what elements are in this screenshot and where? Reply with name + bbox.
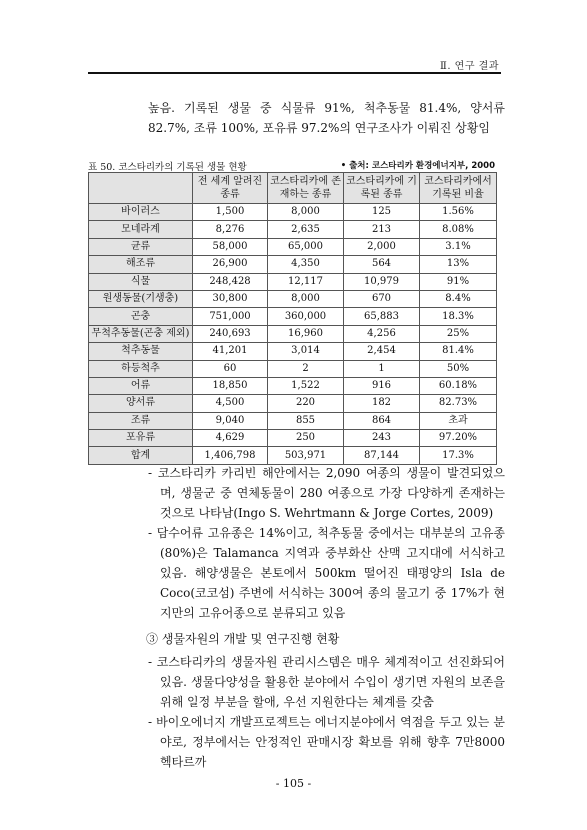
table-cell: 360,000 (268, 308, 344, 325)
table-cell: 916 (344, 377, 420, 394)
table-row (89, 412, 497, 429)
table-cell: 213 (344, 221, 420, 238)
table-source: • 출처: 코스타리카 환경에너지부, 2000 (340, 161, 495, 171)
table-caption: 표 50. 코스타리카의 기록된 생물 현황 (88, 162, 247, 173)
table-cell: 3.1% (420, 238, 497, 255)
header-cell (89, 173, 193, 204)
row-label-cell: 하등척추 (89, 360, 193, 377)
row-label-cell: 해조류 (89, 256, 193, 273)
table-cell: 1,406,798 (193, 447, 268, 464)
section-bullet-list (148, 652, 505, 772)
table-cell: 50% (420, 360, 497, 377)
table-cell: 65,883 (344, 308, 420, 325)
table-cell: 4,629 (193, 430, 268, 447)
table-cell: 58,000 (193, 238, 268, 255)
row-label-cell: 곤충 (89, 308, 193, 325)
table-cell: 60 (193, 360, 268, 377)
table-row (89, 325, 497, 342)
table-row (89, 290, 497, 307)
table-cell: 8,000 (268, 290, 344, 307)
table-cell: 13% (420, 256, 497, 273)
table-cell: 81.4% (420, 343, 497, 360)
bullet-item: - 코스타리카 카리빈 해안에서는 2,090 여종의 생물이 발견되었으며, 생물군 중 연체동물이 280 여종으로 가장 다양하게 존재하는 것으로 나타남(Ingo S. Wehrtmann & Jorge Cortes, 2009) (148, 466, 505, 520)
table-cell: 855 (268, 412, 344, 429)
table-cell: 8.4% (420, 290, 497, 307)
header-cell: 전 세계 알려진 종류 (193, 173, 268, 204)
table-cell: 564 (344, 256, 420, 273)
table-cell: 41,201 (193, 343, 268, 360)
table-caption-row (88, 159, 501, 173)
bullet-list (148, 463, 505, 623)
row-label-cell: 척추동물 (89, 343, 193, 360)
row-label-cell: 포유류 (89, 430, 193, 447)
row-label-cell: 어류 (89, 377, 193, 394)
table-cell: 2,454 (344, 343, 420, 360)
row-label-cell: 합계 (89, 447, 193, 464)
table-cell: 2,635 (268, 221, 344, 238)
table-row (89, 343, 497, 360)
table-row (89, 360, 497, 377)
table-row (89, 204, 497, 221)
row-label-cell: 양서류 (89, 395, 193, 412)
row-label-cell: 모네라계 (89, 221, 193, 238)
table-cell: 1.56% (420, 204, 497, 221)
table-cell: 8,276 (193, 221, 268, 238)
table-cell: 30,800 (193, 290, 268, 307)
table-cell: 60.18% (420, 377, 497, 394)
table-cell: 8.08% (420, 221, 497, 238)
table-cell: 503,971 (268, 447, 344, 464)
bullet-item: - 코스타리카의 생물자원 관리시스템은 매우 체계적이고 선진화되어 있음. 생물다양성을 활용한 분야에서 수입이 생기면 자원의 보존을 위해 일정 부분을 할애, 우선 지원한다는 체계를 갖춤 (148, 655, 505, 709)
table-row (89, 273, 497, 290)
table-cell: 3,014 (268, 343, 344, 360)
table-cell: 125 (344, 204, 420, 221)
header-rule (88, 72, 501, 74)
table-header-row (89, 173, 497, 204)
table-cell: 초과 (420, 412, 497, 429)
table-cell: 10,979 (344, 273, 420, 290)
table-cell: 182 (344, 395, 420, 412)
table-row (89, 256, 497, 273)
table-cell: 248,428 (193, 273, 268, 290)
bullet-item: - 바이오에너지 개발프로젝트는 에너지분야에서 역점을 두고 있는 분야로, 정부에서는 안정적인 판매시장 확보를 위해 향후 7만8000헥타르까 (148, 715, 505, 769)
table-cell: 18.3% (420, 308, 497, 325)
table-cell: 2,000 (344, 238, 420, 255)
table-cell: 250 (268, 430, 344, 447)
table-row (89, 430, 497, 447)
table-cell: 243 (344, 430, 420, 447)
row-label-cell: 바이러스 (89, 204, 193, 221)
table-cell: 240,693 (193, 325, 268, 342)
table-cell: 4,256 (344, 325, 420, 342)
table-cell: 4,350 (268, 256, 344, 273)
table-row (89, 377, 497, 394)
table-cell: 670 (344, 290, 420, 307)
table-cell: 12,117 (268, 273, 344, 290)
table-cell: 864 (344, 412, 420, 429)
row-label-cell: 무척추동물(곤충 제외) (89, 325, 193, 342)
table-cell: 91% (420, 273, 497, 290)
table-cell: 65,000 (268, 238, 344, 255)
header-cell: 코스타리카에 기록된 종류 (344, 173, 420, 204)
intro-paragraph: 높음. 기록된 생물 중 식물류 91%, 척추동물 81.4%, 양서류 82.7%, 조류 100%, 포유류 97.2%의 연구조사가 이뤄진 상황임 (148, 101, 505, 135)
section-heading: ③ 생물자원의 개발 및 연구진행 현황 (146, 632, 340, 646)
page-number: - 105 - (275, 777, 312, 790)
biodiversity-table (88, 172, 497, 465)
bullet-item: - 담수어류 고유종은 14%이고, 척추동물 중에서는 대부분의 고유종(80%)은 Talamanca 지역과 중부화산 산맥 고지대에 서식하고 있음. 해양생물은 본토에서 500km 떨어진 태평양의 Isla de Coco(코코섬) 주변에 서식하는 300여 종의 물고기 중 17%가 현지만의 고유어종으로 분류되고 있음 (148, 526, 505, 620)
table-cell: 8,000 (268, 204, 344, 221)
table-cell: 87,144 (344, 447, 420, 464)
table-row (89, 308, 497, 325)
table-cell: 2 (268, 360, 344, 377)
table-row (89, 447, 497, 464)
table-cell: 1,500 (193, 204, 268, 221)
row-label-cell: 균류 (89, 238, 193, 255)
running-header: Ⅱ. 연구 결과 (440, 61, 499, 72)
row-label-cell: 조류 (89, 412, 193, 429)
table-cell: 1 (344, 360, 420, 377)
table-cell: 18,850 (193, 377, 268, 394)
table-cell: 17.3% (420, 447, 497, 464)
table-cell: 82.73% (420, 395, 497, 412)
table-cell: 97.20% (420, 430, 497, 447)
table-row (89, 238, 497, 255)
table-cell: 26,900 (193, 256, 268, 273)
row-label-cell: 식물 (89, 273, 193, 290)
header-cell: 코스타리카에서 기록된 비율 (420, 173, 497, 204)
table-cell: 9,040 (193, 412, 268, 429)
table-cell: 25% (420, 325, 497, 342)
header-cell: 코스타리카에 존재하는 종류 (268, 173, 344, 204)
table-row (89, 395, 497, 412)
table-cell: 16,960 (268, 325, 344, 342)
table-cell: 1,522 (268, 377, 344, 394)
table-cell: 220 (268, 395, 344, 412)
table-cell: 751,000 (193, 308, 268, 325)
row-label-cell: 원생동물(기생충) (89, 290, 193, 307)
table-row (89, 221, 497, 238)
table-cell: 4,500 (193, 395, 268, 412)
